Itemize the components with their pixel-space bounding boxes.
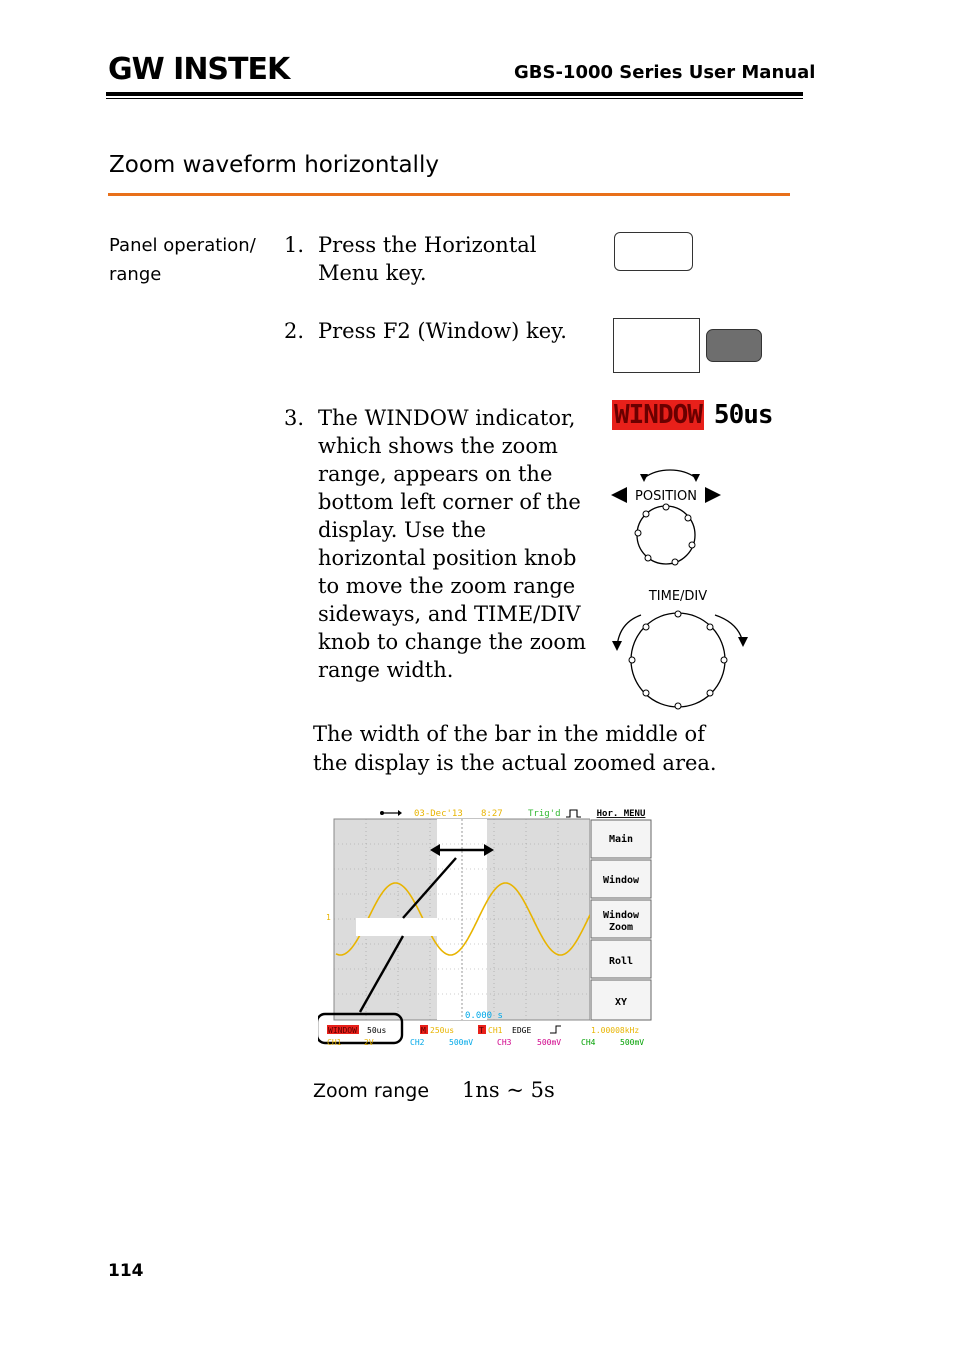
- section-title: Zoom waveform horizontally: [109, 152, 439, 178]
- oscilloscope-display: [318, 806, 652, 1048]
- header-rule-thin: [106, 98, 803, 99]
- trig-marker: T: [479, 1026, 484, 1035]
- position-knob-icon: [600, 450, 735, 575]
- menu-label-xy: XY: [614, 997, 628, 1008]
- ch3-scale: 500mV: [537, 1038, 562, 1047]
- ch1-scale: 2V: [364, 1038, 374, 1047]
- side-label: Panel operation/ range: [109, 235, 256, 285]
- rotate-right-arrow-icon: [715, 615, 743, 643]
- zoom-range-label: Zoom range: [313, 1080, 430, 1102]
- ch4-scale: 500mV: [620, 1038, 645, 1047]
- menu-button-roll[interactable]: [591, 940, 651, 978]
- ch2-name: CH2: [410, 1038, 425, 1047]
- scope-time: 8:27: [481, 809, 503, 819]
- step-2-text: Press F2 (Window) key.: [318, 319, 567, 343]
- step-1-text: Press the Horizontal Menu key.: [318, 233, 537, 285]
- menu-label-roll: Roll: [608, 956, 634, 967]
- step-3-number: 3.: [284, 406, 305, 430]
- step-2-number: 2.: [284, 319, 305, 343]
- step-1-number: 1.: [284, 233, 305, 257]
- manual-title: GBS-1000 Series User Manual: [514, 62, 816, 83]
- position-label: POSITION: [635, 489, 697, 504]
- page-number: 114: [108, 1261, 144, 1281]
- scope-window-value: 50us: [367, 1026, 387, 1035]
- menu-label-window-zoom: Window Zoom: [602, 910, 640, 933]
- zoom-bar-description: The width of the bar in the middle of the display is the actual zoomed area.: [313, 722, 717, 775]
- gw-instek-logo: GW INSTEK: [108, 52, 290, 87]
- window-indicator-value: 50us: [713, 400, 773, 430]
- trigger-time: 0.000 s: [465, 1011, 503, 1021]
- timediv-label: TIME/DIV: [648, 589, 708, 604]
- menu-label-window: Window: [602, 875, 640, 886]
- section-rule: [108, 193, 790, 196]
- trig-source: CH1: [488, 1026, 503, 1035]
- left-arrow-icon: [611, 487, 627, 503]
- ch3-name: CH3: [497, 1038, 512, 1047]
- menu-button-main[interactable]: [591, 820, 651, 858]
- rotate-arrow-icon: [644, 470, 696, 478]
- window-indicator-label: WINDOW: [614, 400, 702, 430]
- menu-button-window-zoom[interactable]: [591, 900, 651, 938]
- window-indicator: [612, 402, 773, 428]
- menu-label-main: Main: [608, 834, 634, 845]
- f2-window-softkey-icon: [613, 318, 700, 373]
- step-3-text: The WINDOW indicator, which shows the zoom range, appears on the bottom left corner of the display. Use the horizontal position knob to move the zoom range sideways, and TIME/DIV knob to change the zoom range width.: [318, 406, 586, 682]
- ch4-name: CH4: [581, 1038, 596, 1047]
- menu-button-window[interactable]: [591, 860, 651, 898]
- label-overlay: [356, 918, 438, 936]
- header-rule: [106, 92, 803, 96]
- ch1-name: CH1: [327, 1038, 342, 1047]
- right-arrow-icon: [705, 487, 721, 503]
- ch2-scale: 500mV: [449, 1038, 474, 1047]
- frequency: 1.00008kHz: [591, 1026, 640, 1035]
- menu-title: Hor. MENU: [596, 809, 646, 819]
- scope-window-label: WINDOW: [328, 1026, 357, 1035]
- horizontal-menu-key-icon: [614, 232, 693, 271]
- main-marker: M: [421, 1026, 426, 1035]
- trig-type: EDGE: [512, 1026, 532, 1035]
- main-timebase: 250us: [430, 1026, 455, 1035]
- menu-button-xy[interactable]: [591, 980, 651, 1020]
- scope-date: 03-Dec'13: [414, 809, 463, 819]
- timediv-knob-icon: [605, 585, 755, 715]
- zoom-range-value: 1ns ~ 5s: [462, 1078, 555, 1102]
- ch1-marker: 1: [326, 913, 331, 922]
- f2-button-icon: [706, 329, 762, 362]
- scope-trig-status: Trig'd: [528, 809, 561, 819]
